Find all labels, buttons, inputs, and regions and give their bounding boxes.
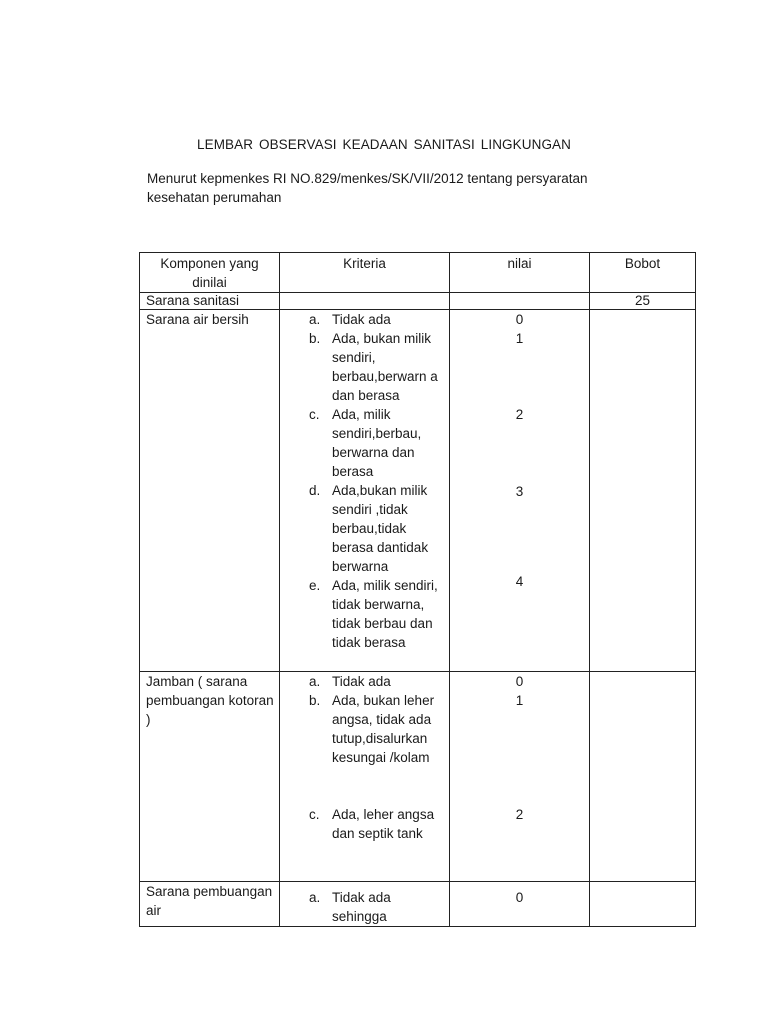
criteria-letter: c.: [309, 807, 320, 822]
nilai-value: 1: [515, 693, 524, 708]
nilai-value: 3: [515, 484, 524, 499]
nilai-value: 0: [515, 312, 524, 327]
criteria-item: [280, 691, 449, 805]
criteria-item: [280, 310, 449, 329]
criteria-item: [280, 405, 449, 481]
cell-komponen: Jamban ( sarana pembuangan kotoran ): [140, 672, 280, 882]
criteria-letter: e.: [309, 578, 321, 593]
cell-kriteria: [280, 882, 450, 927]
nilai-value: 1: [515, 331, 524, 346]
cell-bobot: [590, 882, 696, 927]
table-row-sarana-air-bersih: [140, 310, 696, 672]
criteria-text: Tidak ada: [332, 674, 391, 689]
criteria-text: Ada, bukan milik sendiri, berbau,berwarn a dan berasa: [332, 331, 438, 403]
criteria-text: Ada, milik sendiri,berbau, berwarna dan berasa: [332, 407, 422, 479]
table-header-row: [140, 253, 696, 293]
criteria-item: [280, 576, 449, 671]
criteria-list: [280, 310, 449, 671]
cell-komponen: Sarana air bersih: [140, 310, 280, 672]
cell-nilai: [450, 882, 590, 927]
cell-bobot: [590, 310, 696, 672]
intro-line-1: Menurut kepmenkes RI NO.829/menkes/SK/VII/2012 tentang persyaratan: [147, 171, 588, 186]
intro-line-2: kesehatan perumahan: [147, 190, 282, 205]
cell-komponen: Sarana pembuangan air: [140, 882, 280, 927]
criteria-item: [280, 329, 449, 405]
nilai-list: [450, 672, 589, 824]
nilai-value: [450, 386, 589, 405]
header-komponen: Komponen yang dinilai: [140, 253, 280, 293]
criteria-text: Tidak ada: [332, 312, 391, 327]
criteria-letter: b.: [309, 331, 321, 346]
cell-kriteria: [280, 310, 450, 672]
table-row-sarana-pembuangan-air: [140, 882, 696, 927]
criteria-letter: d.: [309, 483, 321, 498]
criteria-item: [280, 672, 449, 691]
cell-bobot: [590, 672, 696, 882]
nilai-value: 2: [515, 407, 524, 422]
nilai-list: [450, 310, 589, 591]
page-title: LEMBAR OBSERVASI KEADAAN SANITASI LINGKUNGAN: [197, 137, 571, 152]
cell-kriteria: [280, 293, 450, 310]
intro-paragraph: [147, 169, 707, 207]
header-bobot: Bobot: [590, 253, 696, 293]
nilai-value: 2: [515, 807, 524, 822]
nilai-list: [450, 888, 589, 907]
criteria-item: [280, 805, 449, 881]
criteria-letter: a.: [309, 890, 321, 905]
table-row-jamban: [140, 672, 696, 882]
criteria-text: Tidak ada sehingga: [332, 890, 391, 924]
criteria-letter: a.: [309, 312, 321, 327]
criteria-letter: a.: [309, 674, 321, 689]
criteria-list: [280, 888, 449, 926]
header-nilai: nilai: [450, 253, 590, 293]
nilai-value: 0: [515, 890, 524, 905]
header-kriteria: Kriteria: [280, 253, 450, 293]
cell-komponen: Sarana sanitasi: [140, 293, 280, 310]
criteria-text: Ada,bukan milik sendiri ,tidak berbau,tidak berasa dantidak berwarna: [332, 483, 429, 574]
criteria-letter: b.: [309, 693, 321, 708]
cell-nilai: [450, 310, 590, 672]
criteria-list: [280, 672, 449, 881]
nilai-value: 4: [515, 574, 524, 589]
observation-table: [139, 252, 696, 927]
nilai-value: 0: [515, 674, 524, 689]
table-row-sarana-sanitasi: [140, 293, 696, 310]
criteria-item: [280, 481, 449, 576]
criteria-text: Ada, leher angsa dan septik tank: [332, 807, 435, 841]
criteria-text: Ada, milik sendiri, tidak berwarna, tidak berbau dan tidak berasa: [332, 578, 438, 650]
criteria-item: [280, 888, 449, 926]
cell-nilai: [450, 293, 590, 310]
criteria-letter: c.: [309, 407, 320, 422]
cell-bobot: 25: [590, 293, 696, 310]
cell-kriteria: [280, 672, 450, 882]
criteria-text: Ada, bukan leher angsa, tidak ada tutup,disalurkan kesungai /kolam: [332, 693, 435, 765]
cell-nilai: [450, 672, 590, 882]
